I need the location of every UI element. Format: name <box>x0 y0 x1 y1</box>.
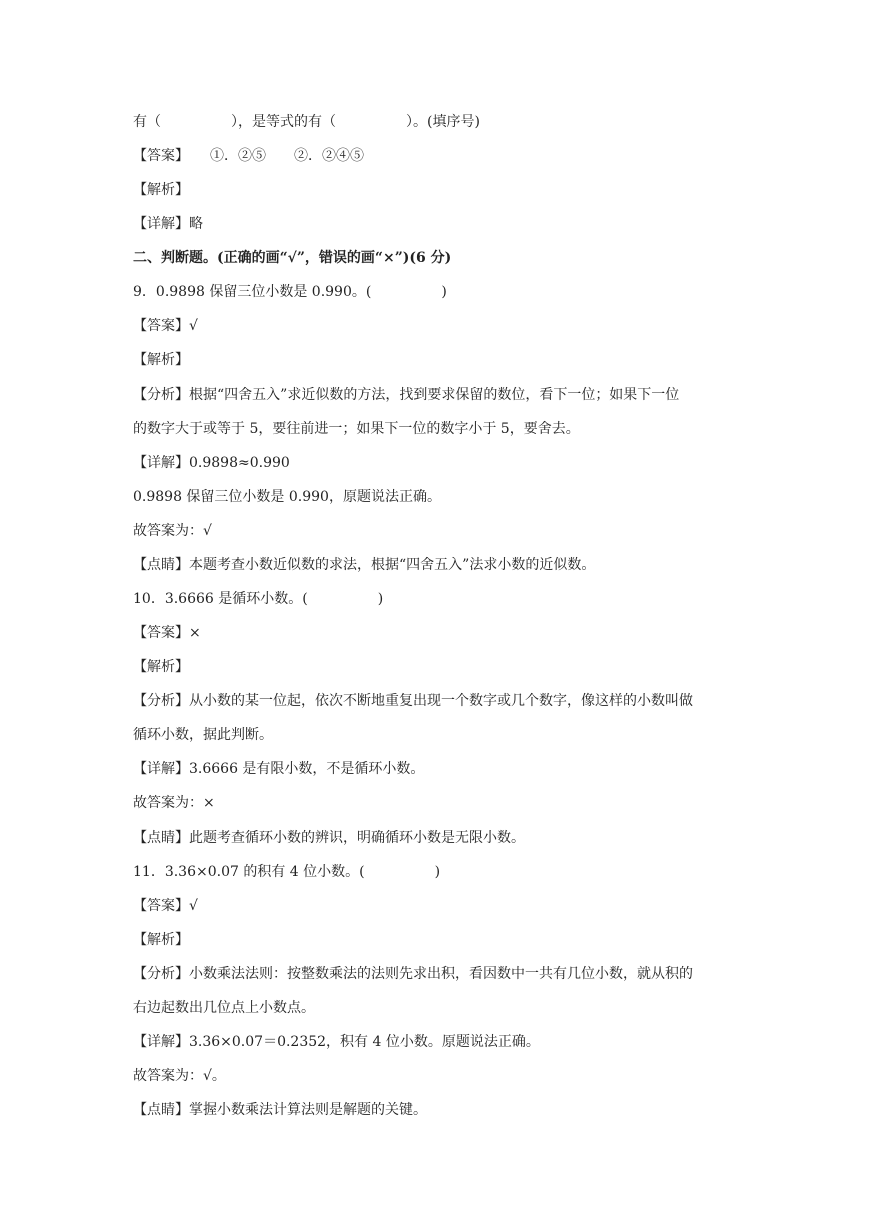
analysis-10-line2: 循环小数，据此判断。 <box>133 727 273 743</box>
analysis-heading-8: 【解析】 <box>133 182 189 198</box>
analysis-11-line2: 右边起数出几位点上小数点。 <box>133 1000 315 1016</box>
analysis-heading-9: 【解析】 <box>133 352 189 368</box>
analysis-9-line2: 的数字大于或等于 5，要往前进一；如果下一位的数字小于 5，要舍去。 <box>133 421 580 437</box>
question-11: 11．3.36×0.07 的积有 4 位小数。( ) <box>133 864 441 880</box>
section-heading: 二、判断题。(正确的画“√”，错误的画“×”)(6 分) <box>133 250 452 266</box>
analysis-9-line1: 【分析】根据“四舍五入”求近似数的方法，找到要求保留的数位，看下一位；如果下一位 <box>133 387 680 403</box>
question-10: 10．3.6666 是循环小数。( ) <box>133 591 384 607</box>
answer-11: 【答案】√ <box>133 898 198 914</box>
analysis-11-line1: 【分析】小数乘法法则：按整数乘法的法则先求出积，看因数中一共有几位小数，就从积的 <box>133 966 693 982</box>
detail-11: 【详解】3.36×0.07＝0.2352，积有 4 位小数。原题说法正确。 <box>133 1034 540 1050</box>
comment-9: 【点睛】本题考查小数近似数的求法，根据“四舍五入”法求小数的近似数。 <box>133 557 596 573</box>
final-answer-11: 故答案为：√。 <box>133 1068 226 1084</box>
question-tail: 有（ ），是等式的有（ ）。(填序号) <box>133 114 480 130</box>
answer-8: 【答案】 ①．②⑤ ②．②④⑤ <box>133 148 364 164</box>
detail-8: 【详解】略 <box>133 216 203 232</box>
answer-9: 【答案】√ <box>133 318 198 334</box>
analysis-heading-11: 【解析】 <box>133 932 189 948</box>
detail-9-explain: 0.9898 保留三位小数是 0.990，原题说法正确。 <box>133 489 441 505</box>
comment-11: 【点睛】掌握小数乘法计算法则是解题的关键。 <box>133 1102 427 1118</box>
question-9: 9．0.9898 保留三位小数是 0.990。( ) <box>133 284 447 300</box>
detail-10: 【详解】3.6666 是有限小数，不是循环小数。 <box>133 761 425 777</box>
detail-9: 【详解】0.9898≈0.990 <box>133 455 290 471</box>
analysis-10-line1: 【分析】从小数的某一位起，依次不断地重复出现一个数字或几个数字，像这样的小数叫做 <box>133 693 693 709</box>
comment-10: 【点睛】此题考查循环小数的辨识，明确循环小数是无限小数。 <box>133 830 525 846</box>
final-answer-10: 故答案为：× <box>133 795 215 811</box>
answer-10: 【答案】× <box>133 625 201 641</box>
final-answer-9: 故答案为：√ <box>133 523 212 539</box>
analysis-heading-10: 【解析】 <box>133 659 189 675</box>
